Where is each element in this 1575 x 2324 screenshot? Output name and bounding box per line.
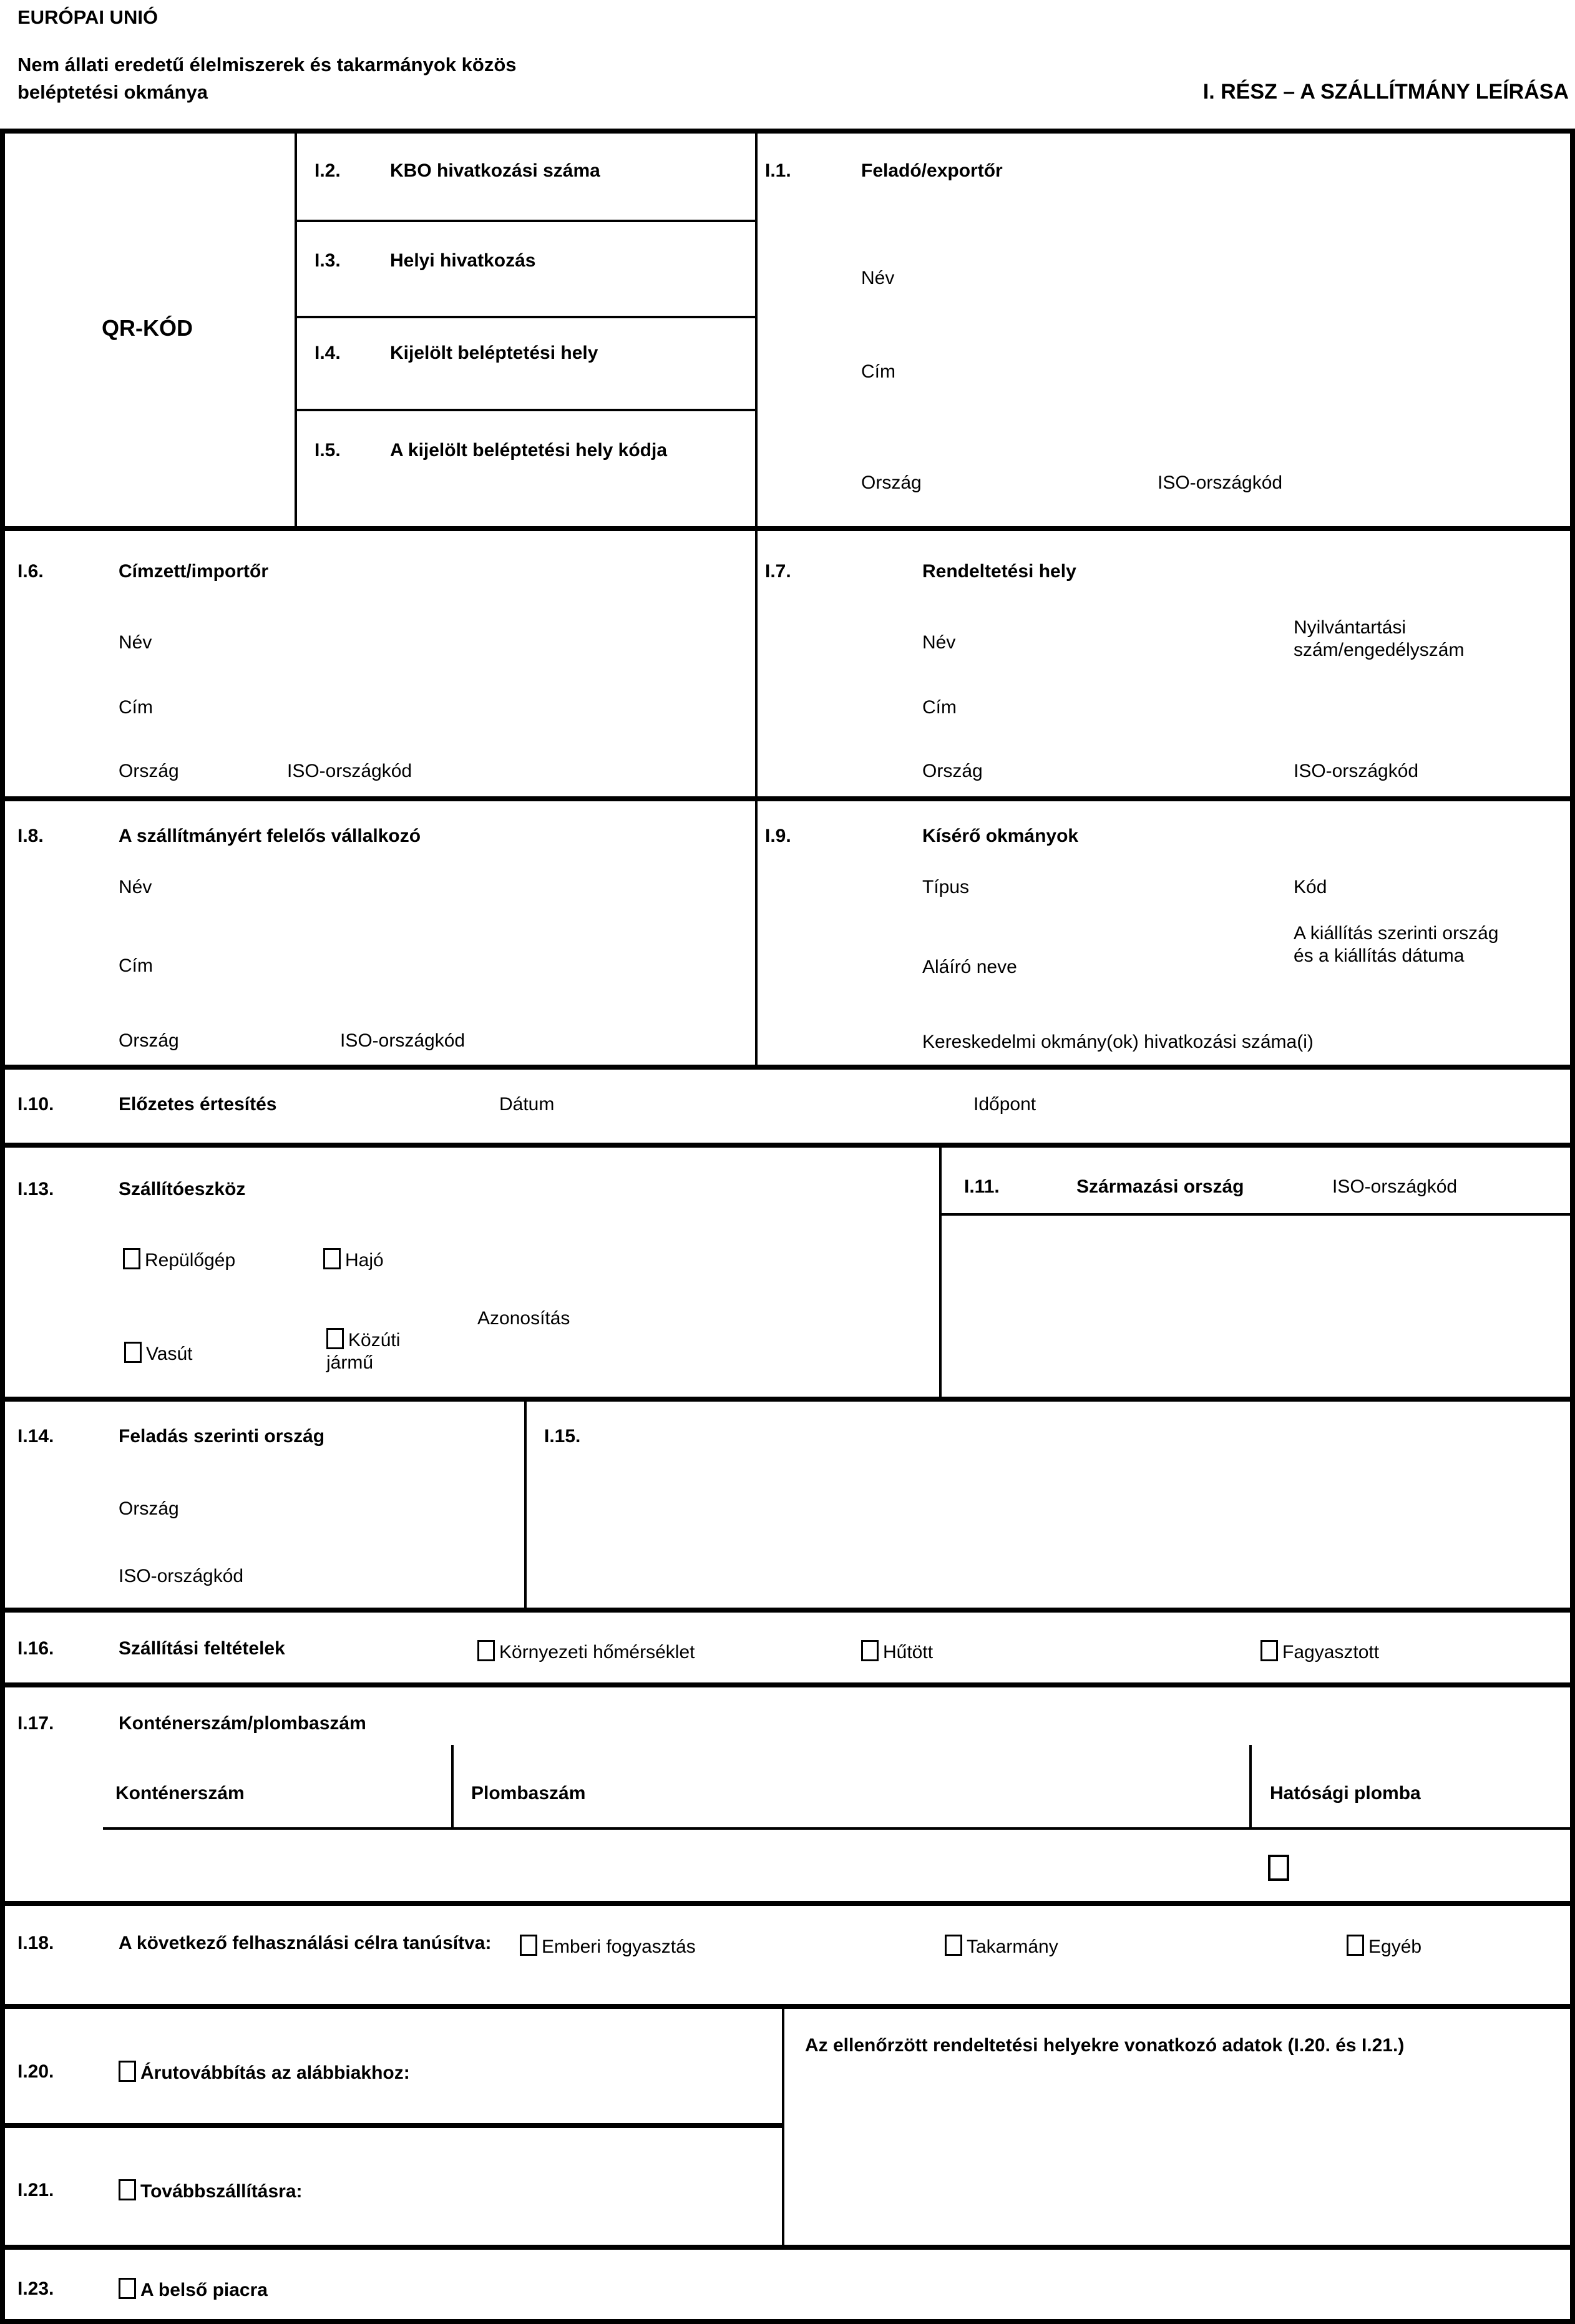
part-title: I. RÉSZ – A SZÁLLÍTMÁNY LEÍRÁSA: [1202, 80, 1569, 104]
row-divider: [0, 1065, 1575, 1070]
i13-ship-option: [323, 1248, 384, 1272]
i9-code-label: Kód: [1294, 877, 1327, 897]
i9-signer-label: Aláíró neve: [922, 957, 1017, 977]
i16-chilled-option: [861, 1640, 933, 1664]
ship-checkbox[interactable]: [323, 1248, 341, 1269]
i9-type-label: Típus: [922, 877, 970, 897]
i13-identification-label: Azonosítás: [477, 1308, 570, 1329]
table-border-top: [0, 129, 1575, 134]
i17-seal-header: Plombaszám: [471, 1783, 586, 1804]
chilled-checkbox[interactable]: [861, 1640, 879, 1661]
i17-official-seal-header: Hatósági plomba: [1270, 1783, 1421, 1804]
i7-country-label: Ország: [922, 761, 983, 781]
field-title-i9: Kísérő okmányok: [922, 826, 1079, 846]
field-title-i8: A szállítmányért felelős vállalkozó: [119, 826, 421, 846]
field-number-i16: I.16.: [17, 1638, 54, 1659]
onward-transport-checkbox[interactable]: [119, 2179, 136, 2200]
internal-market-checkbox[interactable]: [119, 2278, 136, 2299]
i7-address-label: Cím: [922, 697, 957, 718]
field-title-i5: A kijelölt beléptetési hely kódja: [390, 440, 668, 461]
i7-iso-label: ISO-országkód: [1294, 761, 1419, 781]
row-divider: [0, 1901, 1575, 1906]
field-title-i10: Előzetes értesítés: [119, 1094, 277, 1115]
i18-feed-option: [945, 1935, 1058, 1958]
subcol-divider-seal-official: [1249, 1745, 1252, 1830]
other-checkbox[interactable]: [1347, 1935, 1364, 1956]
field-title-i17: Konténerszám/plombaszám: [119, 1713, 366, 1734]
field-title-i18: A következő felhasználási célra tanúsítva:: [119, 1933, 492, 1953]
field-number-i9: I.9.: [765, 826, 791, 846]
i10-time-label: Időpont: [973, 1094, 1036, 1115]
subcol-divider-container-seal: [451, 1745, 454, 1830]
field-number-i7: I.7.: [765, 561, 791, 582]
i11-header-underline: [939, 1213, 1570, 1216]
i8-iso-label: ISO-országkód: [340, 1030, 466, 1051]
subrow-divider: [295, 316, 755, 318]
rail-label: Vasút: [146, 1344, 193, 1364]
row-divider: [0, 1397, 1575, 1402]
field-number-i3: I.3.: [315, 250, 341, 271]
ambient-checkbox[interactable]: [477, 1640, 495, 1661]
controlled-destination-note: Az ellenőrzött rendeltetési helyekre vonatkozó adatok (I.20. és I.21.): [805, 2035, 1405, 2056]
i1-iso-label: ISO-országkód: [1158, 472, 1283, 493]
i20-transfer-option: [119, 2061, 410, 2084]
chilled-label: Hűtött: [883, 1642, 934, 1662]
field-number-i6: I.6.: [17, 561, 44, 582]
qr-code-placeholder: QR-KÓD: [102, 315, 193, 341]
internal-market-label: A belső piacra: [140, 2280, 268, 2300]
transfer-checkbox[interactable]: [119, 2061, 136, 2082]
i8-country-label: Ország: [119, 1030, 179, 1051]
rail-checkbox[interactable]: [124, 1342, 142, 1363]
col-divider-qr: [295, 129, 297, 526]
doc-title-line1: Nem állati eredetű élelmiszerek és takarmányok közös: [17, 54, 517, 76]
airplane-label: Repülőgép: [145, 1250, 236, 1271]
i13-rail-option: [124, 1342, 193, 1365]
subrow-divider: [295, 409, 755, 411]
i18-other-option: [1347, 1935, 1421, 1958]
field-title-i1: Feladó/exportőr: [861, 160, 1003, 181]
frozen-label: Fagyasztott: [1282, 1642, 1380, 1662]
row-divider: [0, 526, 1575, 531]
field-title-i16: Szállítási feltételek: [119, 1638, 285, 1659]
table-border-bottom: [0, 2319, 1575, 2324]
row-divider-left-only: [0, 2123, 784, 2128]
i13-road-option: [326, 1328, 445, 1374]
i17-official-seal-option: [1268, 1855, 1289, 1884]
row-divider: [0, 2245, 1575, 2250]
i8-name-label: Név: [119, 877, 152, 897]
i23-internal-market-option: [119, 2278, 268, 2302]
road-vehicle-label: Közúti jármű: [326, 1330, 401, 1373]
col-divider-i13-i11: [939, 1143, 942, 1397]
i7-registration-label: Nyilvántartási szám/engedélyszám: [1294, 617, 1465, 660]
field-number-i18: I.18.: [17, 1933, 54, 1953]
i8-address-label: Cím: [119, 955, 153, 976]
frozen-checkbox[interactable]: [1260, 1640, 1278, 1661]
i10-date-label: Dátum: [499, 1094, 555, 1115]
i6-address-label: Cím: [119, 697, 153, 718]
field-number-i8: I.8.: [17, 826, 44, 846]
i17-container-header: Konténerszám: [115, 1783, 245, 1804]
ambient-label: Környezeti hőmérséklet: [499, 1642, 695, 1662]
field-title-i6: Címzett/importőr: [119, 561, 268, 582]
field-number-i23: I.23.: [17, 2278, 54, 2299]
doc-title-line2: beléptetési okmánya: [17, 81, 208, 103]
subrow-divider: [295, 220, 755, 222]
field-title-i7: Rendeltetési hely: [922, 561, 1076, 582]
human-consumption-checkbox[interactable]: [520, 1935, 537, 1956]
airplane-checkbox[interactable]: [123, 1248, 140, 1269]
row-divider: [0, 1682, 1575, 1687]
field-number-i1: I.1.: [765, 160, 791, 181]
col-divider-i14-i15: [524, 1397, 527, 1608]
field-title-i14: Feladás szerinti ország: [119, 1426, 325, 1447]
field-number-i2: I.2.: [315, 160, 341, 181]
onward-transport-label: Továbbszállításra:: [140, 2181, 303, 2202]
human-consumption-label: Emberi fogyasztás: [542, 1936, 696, 1957]
i16-ambient-option: [477, 1640, 695, 1664]
i11-iso-label: ISO-országkód: [1332, 1176, 1458, 1197]
i13-airplane-option: [123, 1248, 235, 1272]
feed-checkbox[interactable]: [945, 1935, 962, 1956]
field-number-i4: I.4.: [315, 343, 341, 363]
field-number-i15: I.15.: [544, 1426, 581, 1447]
i9-commercial-doc-label: Kereskedelmi okmány(ok) hivatkozási száma(i): [922, 1032, 1314, 1052]
i14-country-label: Ország: [119, 1498, 179, 1519]
field-number-i14: I.14.: [17, 1426, 54, 1447]
i6-name-label: Név: [119, 632, 152, 653]
official-seal-checkbox[interactable]: [1268, 1855, 1289, 1881]
i17-header-underline: [103, 1827, 1570, 1830]
i21-onward-option: [119, 2179, 303, 2203]
transfer-label: Árutovábbítás az alábbiakhoz:: [140, 2063, 410, 2083]
feed-label: Takarmány: [967, 1936, 1058, 1957]
i9-issue-label: A kiállítás szerinti ország és a kiállítás dátuma: [1294, 923, 1499, 966]
row-divider: [0, 1608, 1575, 1613]
i14-iso-label: ISO-országkód: [119, 1566, 244, 1586]
field-number-i10: I.10.: [17, 1094, 54, 1115]
eu-title: EURÓPAI UNIÓ: [17, 6, 158, 28]
field-number-i5: I.5.: [315, 440, 341, 461]
ship-label: Hajó: [345, 1250, 384, 1271]
row-divider: [0, 1143, 1575, 1148]
field-number-i11: I.11.: [964, 1176, 1000, 1197]
row-divider: [0, 796, 1575, 801]
other-label: Egyéb: [1368, 1936, 1422, 1957]
i16-frozen-option: [1260, 1640, 1379, 1664]
i1-address-label: Cím: [861, 361, 895, 382]
field-title-i3: Helyi hivatkozás: [390, 250, 536, 271]
field-number-i13: I.13.: [17, 1179, 54, 1199]
i18-human-option: [520, 1935, 696, 1958]
table-border-right: [1570, 129, 1575, 2324]
field-title-i11: Származási ország: [1076, 1176, 1244, 1197]
table-border-left: [0, 129, 5, 2324]
field-title-i2: KBO hivatkozási száma: [390, 160, 600, 181]
i1-name-label: Név: [861, 268, 895, 288]
road-vehicle-checkbox[interactable]: [326, 1328, 344, 1349]
col-divider-mid: [755, 129, 758, 1065]
field-title-i13: Szállítóeszköz: [119, 1179, 246, 1199]
i1-country-label: Ország: [861, 472, 922, 493]
col-divider-i20-i21: [782, 2004, 784, 2245]
field-number-i20: I.20.: [17, 2061, 54, 2082]
field-number-i21: I.21.: [17, 2180, 54, 2200]
row-divider: [0, 2004, 1575, 2009]
field-title-i4: Kijelölt beléptetési hely: [390, 343, 598, 363]
i7-name-label: Név: [922, 632, 956, 653]
i6-country-label: Ország: [119, 761, 179, 781]
i6-iso-label: ISO-országkód: [287, 761, 412, 781]
field-number-i17: I.17.: [17, 1713, 54, 1734]
